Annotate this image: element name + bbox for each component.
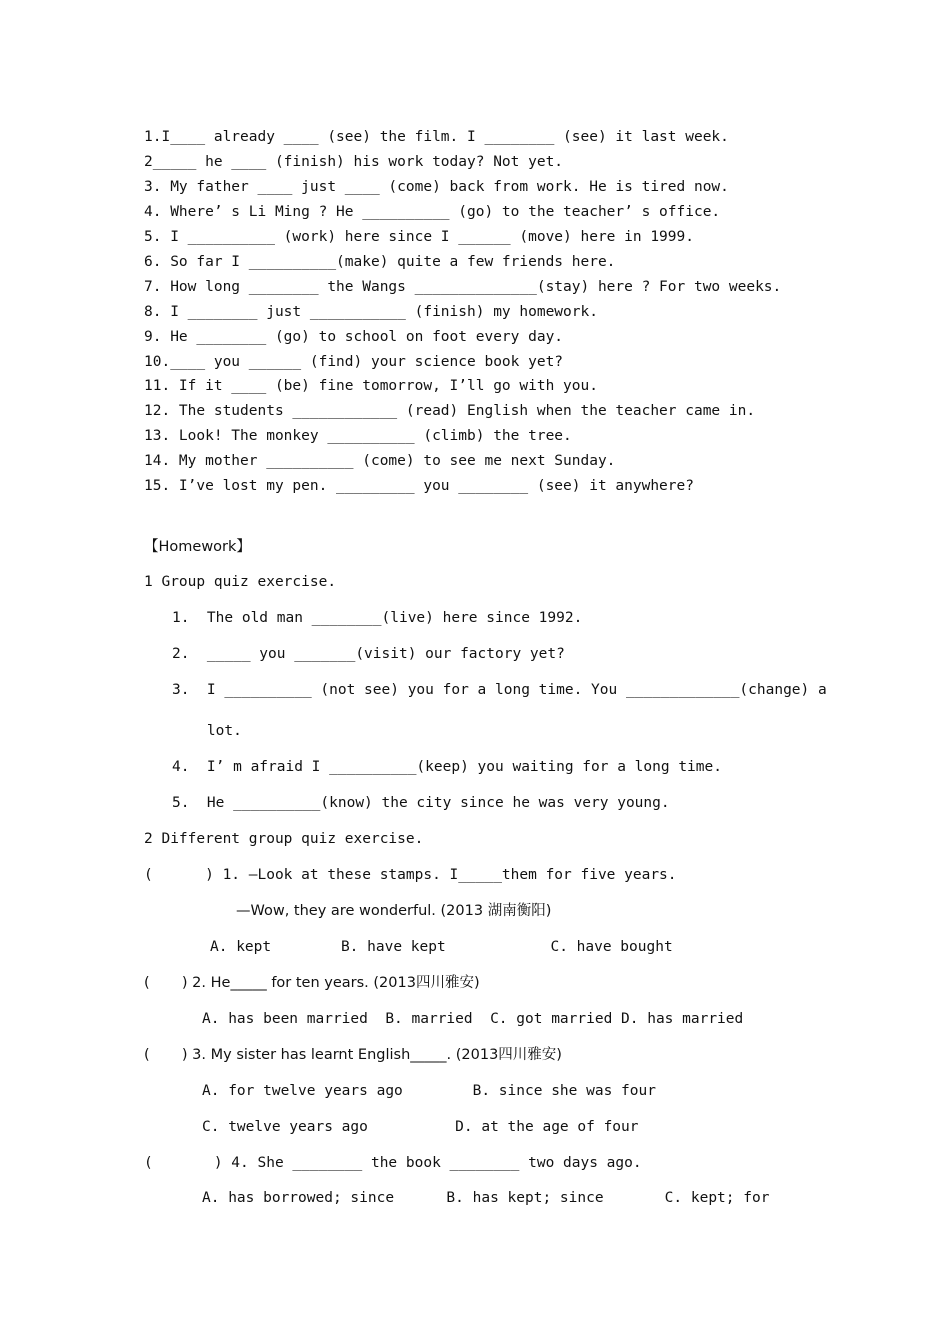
group-quiz-item-5: 5. He __________(know) the city since he was very young.: [172, 795, 670, 811]
exercise-line-5: 5. I __________ (work) here since I ______ (move) here in 1999.: [144, 229, 694, 245]
section2-title: 2 Different group quiz exercise.: [144, 831, 424, 847]
exercise-line-14: 14. My mother __________ (come) to see me next Sunday.: [144, 453, 616, 469]
question-2-stem: ( ) 2. He_____ for ten years. (2013四川雅安): [144, 975, 480, 991]
exercise-line-4: 4. Where’ s Li Ming ? He __________ (go) to the teacher’ s office.: [144, 204, 721, 220]
question-1-stem: ( ) 1. —Look at these stamps. I_____them for five years.: [144, 867, 677, 883]
question-3-stem: ( ) 3. My sister has learnt English_____. (2013四川雅安): [144, 1047, 562, 1063]
group-quiz-item-2: 2. _____ you _______(visit) our factory yet?: [172, 646, 565, 662]
exercise-line-15: 15. I’ve lost my pen. _________ you ________ (see) it anywhere?: [144, 478, 694, 494]
question-1-reply: —Wow, they are wonderful. (2013 湖南衡阳): [236, 903, 552, 919]
exercise-line-12: 12. The students ____________ (read) English when the teacher came in.: [144, 403, 756, 419]
group-quiz-item-3: 3. I __________ (not see) you for a long time. You _____________(change) a: [172, 682, 827, 698]
question-4-options: A. has borrowed; since B. has kept; since C. kept; for: [202, 1190, 770, 1206]
group-quiz-item-4: 4. I’ m afraid I __________(keep) you waiting for a long time.: [172, 759, 722, 775]
exercise-line-3: 3. My father ____ just ____ (come) back from work. He is tired now.: [144, 179, 729, 195]
exercise-line-9: 9. He ________ (go) to school on foot every day.: [144, 329, 564, 345]
group-quiz-item-3-continued: lot.: [172, 723, 242, 739]
group-quiz-item-1: 1. The old man ________(live) here since 1992.: [172, 610, 583, 626]
question-4-stem: ( ) 4. She ________ the book ________ two days ago.: [144, 1155, 642, 1171]
section1-title: 1 Group quiz exercise.: [144, 574, 337, 590]
question-3-options-row-1: A. for twelve years ago B. since she was four: [202, 1083, 656, 1099]
homework-heading: 【Homework】: [144, 539, 251, 555]
exercise-line-2: 2_____ he ____ (finish) his work today? Not yet.: [144, 154, 564, 170]
question-3-options-row-2: C. twelve years ago D. at the age of four: [202, 1119, 639, 1135]
question-1-options: A. kept B. have kept C. have bought: [210, 939, 673, 955]
exercise-line-1: 1.I____ already ____ (see) the film. I ________ (see) it last week.: [144, 129, 729, 145]
exercise-line-13: 13. Look! The monkey __________ (climb) the tree.: [144, 428, 572, 444]
exercise-line-8: 8. I ________ just ___________ (finish) my homework.: [144, 304, 598, 320]
exercise-line-6: 6. So far I __________(make) quite a few friends here.: [144, 254, 616, 270]
exercise-line-10: 10.____ you ______ (find) your science book yet?: [144, 354, 564, 370]
exercise-line-7: 7. How long ________ the Wangs ______________(stay) here ? For two weeks.: [144, 279, 782, 295]
exercise-line-11: 11. If it ____ (be) fine tomorrow, I’ll go with you.: [144, 378, 598, 394]
question-2-options: A. has been married B. married C. got married D. has married: [202, 1011, 744, 1027]
